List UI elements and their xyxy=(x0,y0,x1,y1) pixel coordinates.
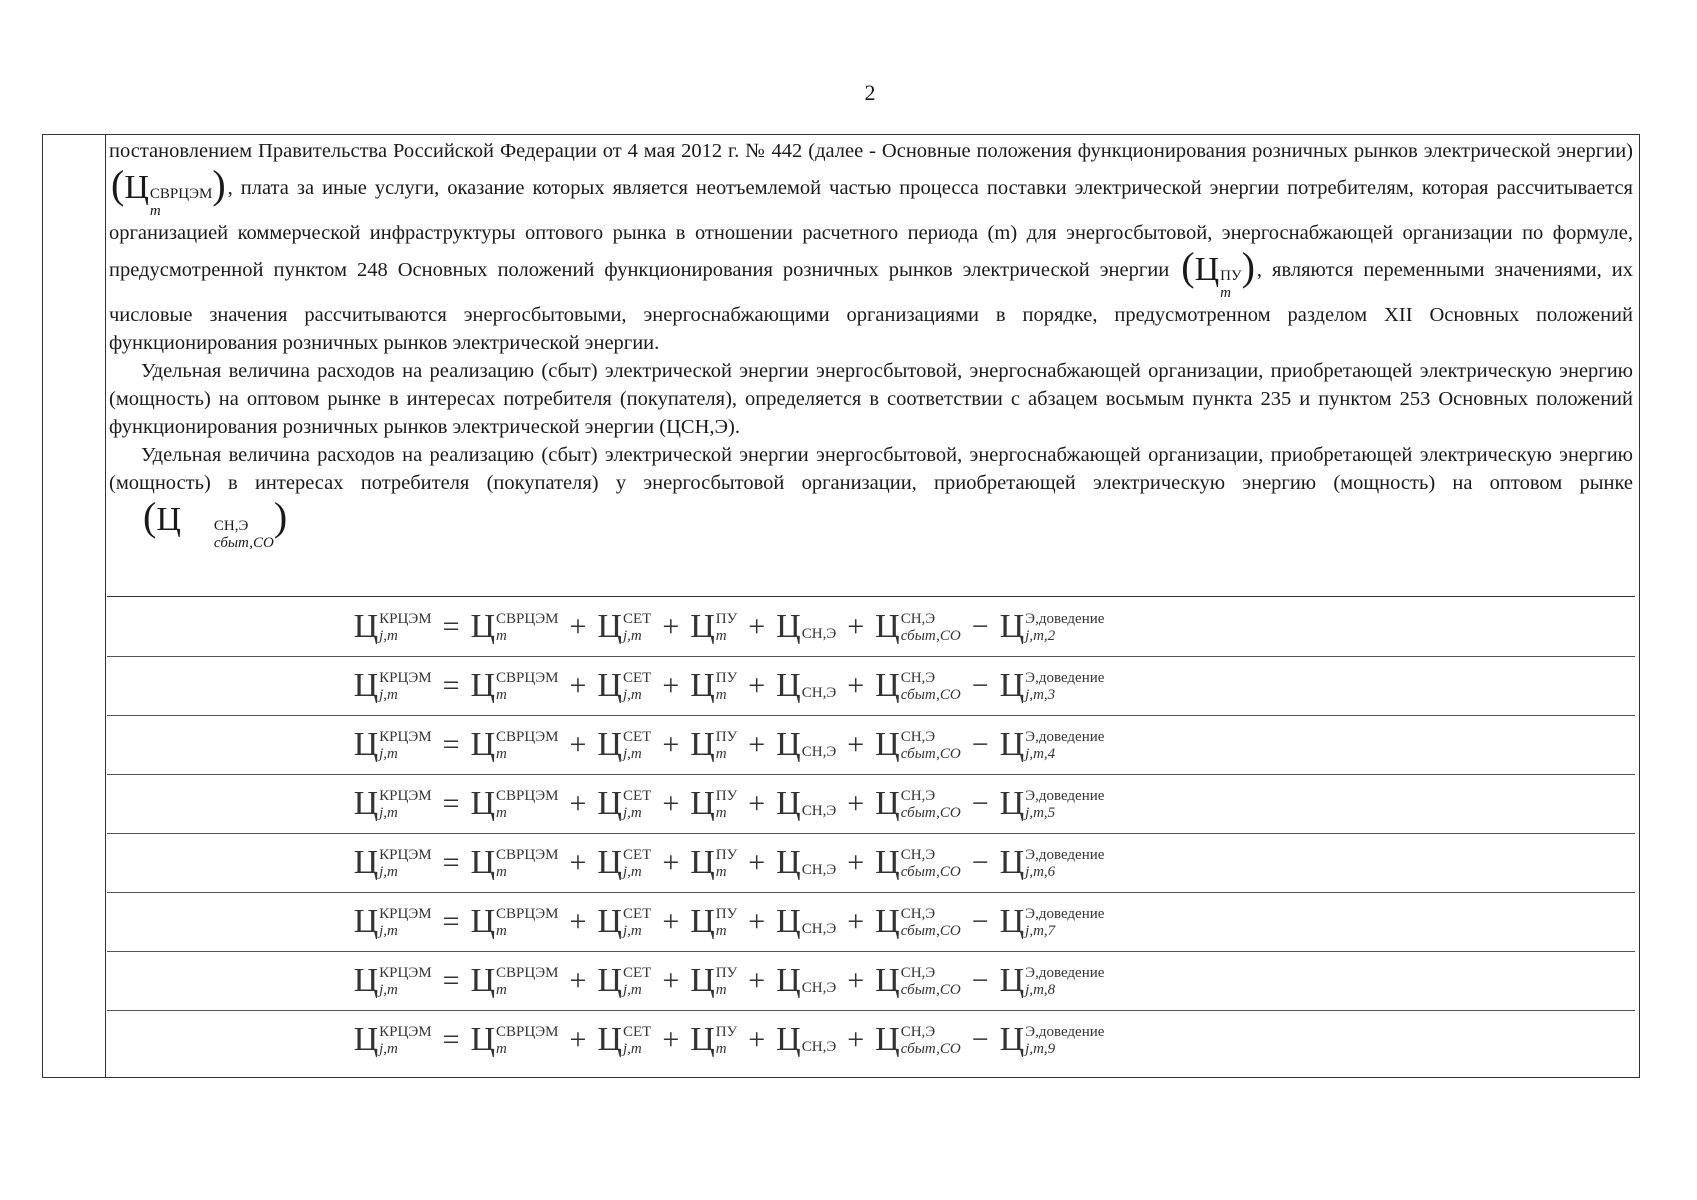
formula-row xyxy=(107,597,1635,657)
formula-operator: − xyxy=(971,668,989,702)
formula-term-t4: Ц СН,Э xyxy=(776,725,837,763)
formula-term-t3: Ц ПУ m xyxy=(690,961,738,999)
formula-operator: = xyxy=(442,668,460,702)
formula-operator: = xyxy=(442,904,460,938)
formula-term-t6: Ц Э,доведение j,m,3 xyxy=(999,666,1105,704)
inline-formula-svrcem: (Ц СВРЦЭМ m ) xyxy=(111,162,226,219)
paragraph-3-text: Удельная величина расходов на реализацию (сбыт) электрической энергии энергосбытовой, энергоснабжающей организации, приобретающей электрическую энергию (мощность) в интересах потребителя (покупателя) у энергосбытовой организации, приобретающей электрическую энергию (мощность) на оптовом рынке xyxy=(109,444,1633,494)
formula xyxy=(351,902,1108,940)
formula-term-lhs: Ц КРЦЭМ j,m xyxy=(353,666,432,704)
formula-row xyxy=(107,951,1635,1011)
formula-operator: = xyxy=(442,727,460,761)
document-table xyxy=(42,134,1640,1078)
formula-term-lhs: Ц КРЦЭМ j,m xyxy=(353,843,432,881)
formula-term-t5: Ц СН,Э сбыт,СО xyxy=(875,902,961,940)
formula-operator: + xyxy=(662,668,680,702)
formula-operator: + xyxy=(662,609,680,643)
formula-row xyxy=(107,774,1635,834)
formula-operator: − xyxy=(971,845,989,879)
formula-term-t6: Ц Э,доведение j,m,4 xyxy=(999,725,1105,763)
paragraph-1-part-c: , являются переменными значениями, их числовые значения рассчитываются энергосбытовыми, энергоснабжающими организациями в порядке, предусмотренном разделом XII Основных положений функционирования розничных рынков электрической энергии. xyxy=(109,259,1633,354)
formula-term-t5: Ц СН,Э сбыт,СО xyxy=(875,1020,961,1058)
formula-operator: − xyxy=(971,963,989,997)
formula-term-t2: Ц СЕТ j,m xyxy=(597,843,652,881)
formula-term-t5: Ц СН,Э сбыт,СО xyxy=(875,784,961,822)
formula xyxy=(351,666,1108,704)
formula xyxy=(351,961,1108,999)
formula-term-t1: Ц СВРЦЭМ m xyxy=(470,607,559,645)
inline-formula-pu: (Ц ПУ m ) xyxy=(1181,244,1255,301)
formula-operator: + xyxy=(847,668,865,702)
formula-operator: + xyxy=(748,668,766,702)
formula-term-lhs: Ц КРЦЭМ j,m xyxy=(353,961,432,999)
formula-term-t1: Ц СВРЦЭМ m xyxy=(470,1020,559,1058)
formula-operator: + xyxy=(748,1022,766,1056)
formula-term-t1: Ц СВРЦЭМ m xyxy=(470,725,559,763)
paragraph-1 xyxy=(109,137,1633,357)
formula-term-t2: Ц СЕТ j,m xyxy=(597,784,652,822)
formula-term-t6: Ц Э,доведение j,m,6 xyxy=(999,843,1105,881)
formula-operator: + xyxy=(662,904,680,938)
formula-term-t1: Ц СВРЦЭМ m xyxy=(470,666,559,704)
formula-operator: + xyxy=(748,727,766,761)
formula-operator: + xyxy=(569,845,587,879)
formula-term-t5: Ц СН,Э сбыт,СО xyxy=(875,725,961,763)
formula-term-t1: Ц СВРЦЭМ m xyxy=(470,784,559,822)
formula-term-t2: Ц СЕТ j,m xyxy=(597,725,652,763)
formula-term-t5: Ц СН,Э сбыт,СО xyxy=(875,607,961,645)
formula-operator: + xyxy=(847,1022,865,1056)
formula-term-t5: Ц СН,Э сбыт,СО xyxy=(875,843,961,881)
formula-operator: − xyxy=(971,786,989,820)
formula-operator: + xyxy=(662,786,680,820)
formula-operator: − xyxy=(971,1022,989,1056)
formula-term-t4: Ц СН,Э xyxy=(776,1020,837,1058)
formula-operator: + xyxy=(847,845,865,879)
formula-row xyxy=(107,656,1635,716)
formula-operator: + xyxy=(748,786,766,820)
formula-term-lhs: Ц КРЦЭМ j,m xyxy=(353,607,432,645)
formula-operator: + xyxy=(847,963,865,997)
formula-operator: + xyxy=(662,845,680,879)
formula-operator: + xyxy=(569,786,587,820)
formula-operator: + xyxy=(748,904,766,938)
inline-formula-sbyt: (Ц СН,Э сбыт,СО ) xyxy=(143,494,288,551)
formula xyxy=(351,843,1108,881)
formula-operator: = xyxy=(442,609,460,643)
formula-term-t3: Ц ПУ m xyxy=(690,666,738,704)
formula-operator: = xyxy=(442,963,460,997)
formula-term-t3: Ц ПУ m xyxy=(690,902,738,940)
formula-operator: + xyxy=(748,963,766,997)
formula-operator: + xyxy=(847,727,865,761)
formula-operator: + xyxy=(662,727,680,761)
formula-operator: − xyxy=(971,904,989,938)
description-cell xyxy=(107,135,1635,597)
formula-term-t4: Ц СН,Э xyxy=(776,843,837,881)
formula-term-t2: Ц СЕТ j,m xyxy=(597,902,652,940)
paragraph-1-part-a: постановлением Правительства Российской Федерации от 4 мая 2012 г. № 442 (далее - Основные положения функционирования розничных рынков электрической энергии) xyxy=(109,140,1633,162)
formula xyxy=(351,1020,1108,1058)
formula-operator: + xyxy=(569,904,587,938)
formula-term-t3: Ц ПУ m xyxy=(690,725,738,763)
formula-term-t6: Ц Э,доведение j,m,2 xyxy=(999,607,1105,645)
formula-term-t1: Ц СВРЦЭМ m xyxy=(470,961,559,999)
formula-operator: − xyxy=(971,609,989,643)
formula-term-t4: Ц СН,Э xyxy=(776,902,837,940)
formula-row xyxy=(107,715,1635,775)
paragraph-1-part-b: , плата за иные услуги, оказание которых является неотъемлемой частью процесса поставки электрической энергии потребителям, которая рассчитывается организацией коммерческой инфраструктуры оптового рынка в отношении расчетного периода (m) для энергосбытовой, энергоснабжающей организации по формуле, предусмотренной пунктом 248 Основных положений функционирования розничных рынков электрической энергии xyxy=(109,177,1633,281)
formula-operator: + xyxy=(569,963,587,997)
formula-term-t4: Ц СН,Э xyxy=(776,607,837,645)
formula xyxy=(351,725,1108,763)
formula-row xyxy=(107,833,1635,893)
formula-row xyxy=(107,892,1635,952)
formula-operator: + xyxy=(847,609,865,643)
formula-term-t2: Ц СЕТ j,m xyxy=(597,1020,652,1058)
formula-operator: + xyxy=(569,1022,587,1056)
formula-operator: + xyxy=(662,1022,680,1056)
formula-operator: + xyxy=(847,786,865,820)
formula-term-t5: Ц СН,Э сбыт,СО xyxy=(875,961,961,999)
formula-operator: + xyxy=(569,609,587,643)
table-left-column xyxy=(43,135,106,1077)
formula xyxy=(351,607,1108,645)
formula-operator: + xyxy=(748,845,766,879)
formula-operator: = xyxy=(442,786,460,820)
formula-operator: + xyxy=(569,668,587,702)
formula-term-t6: Ц Э,доведение j,m,7 xyxy=(999,902,1105,940)
formula-term-t3: Ц ПУ m xyxy=(690,843,738,881)
formula-operator: = xyxy=(442,1022,460,1056)
formula-term-t6: Ц Э,доведение j,m,9 xyxy=(999,1020,1105,1058)
page-number: 2 xyxy=(864,80,876,105)
formula-term-t5: Ц СН,Э сбыт,СО xyxy=(875,666,961,704)
formula-term-t6: Ц Э,доведение j,m,8 xyxy=(999,961,1105,999)
formula-term-lhs: Ц КРЦЭМ j,m xyxy=(353,784,432,822)
formula-term-t6: Ц Э,доведение j,m,5 xyxy=(999,784,1105,822)
formula-term-t3: Ц ПУ m xyxy=(690,1020,738,1058)
formula-operator: + xyxy=(847,904,865,938)
formula-term-t2: Ц СЕТ j,m xyxy=(597,666,652,704)
paragraph-2: Удельная величина расходов на реализацию (сбыт) электрической энергии энергосбытовой, энергоснабжающей организации, приобретающей электрическую энергию (мощность) на оптовом рынке в интересах потребителя (покупателя), определяется в соответствии с абзацем восьмым пункта 235 и пунктом 253 Основных положений функционирования розничных рынков электрической энергии (ЦСН,Э). xyxy=(109,360,1633,438)
formula-term-t3: Ц ПУ m xyxy=(690,784,738,822)
formula-term-t1: Ц СВРЦЭМ m xyxy=(470,843,559,881)
formula-row xyxy=(107,1010,1635,1069)
formula-operator: + xyxy=(569,727,587,761)
formula-term-lhs: Ц КРЦЭМ j,m xyxy=(353,725,432,763)
formula-term-t1: Ц СВРЦЭМ m xyxy=(470,902,559,940)
formula-operator: − xyxy=(971,727,989,761)
formula-term-t2: Ц СЕТ j,m xyxy=(597,961,652,999)
formula-operator: = xyxy=(442,845,460,879)
formula-operator: + xyxy=(662,963,680,997)
formula-term-t4: Ц СН,Э xyxy=(776,784,837,822)
formula-term-lhs: Ц КРЦЭМ j,m xyxy=(353,902,432,940)
formula xyxy=(351,784,1108,822)
formula-term-t3: Ц ПУ m xyxy=(690,607,738,645)
formula-term-lhs: Ц КРЦЭМ j,m xyxy=(353,1020,432,1058)
formula-term-t2: Ц СЕТ j,m xyxy=(597,607,652,645)
formula-term-t4: Ц СН,Э xyxy=(776,666,837,704)
formula-operator: + xyxy=(748,609,766,643)
formula-term-t4: Ц СН,Э xyxy=(776,961,837,999)
paragraph-3 xyxy=(109,441,1633,551)
